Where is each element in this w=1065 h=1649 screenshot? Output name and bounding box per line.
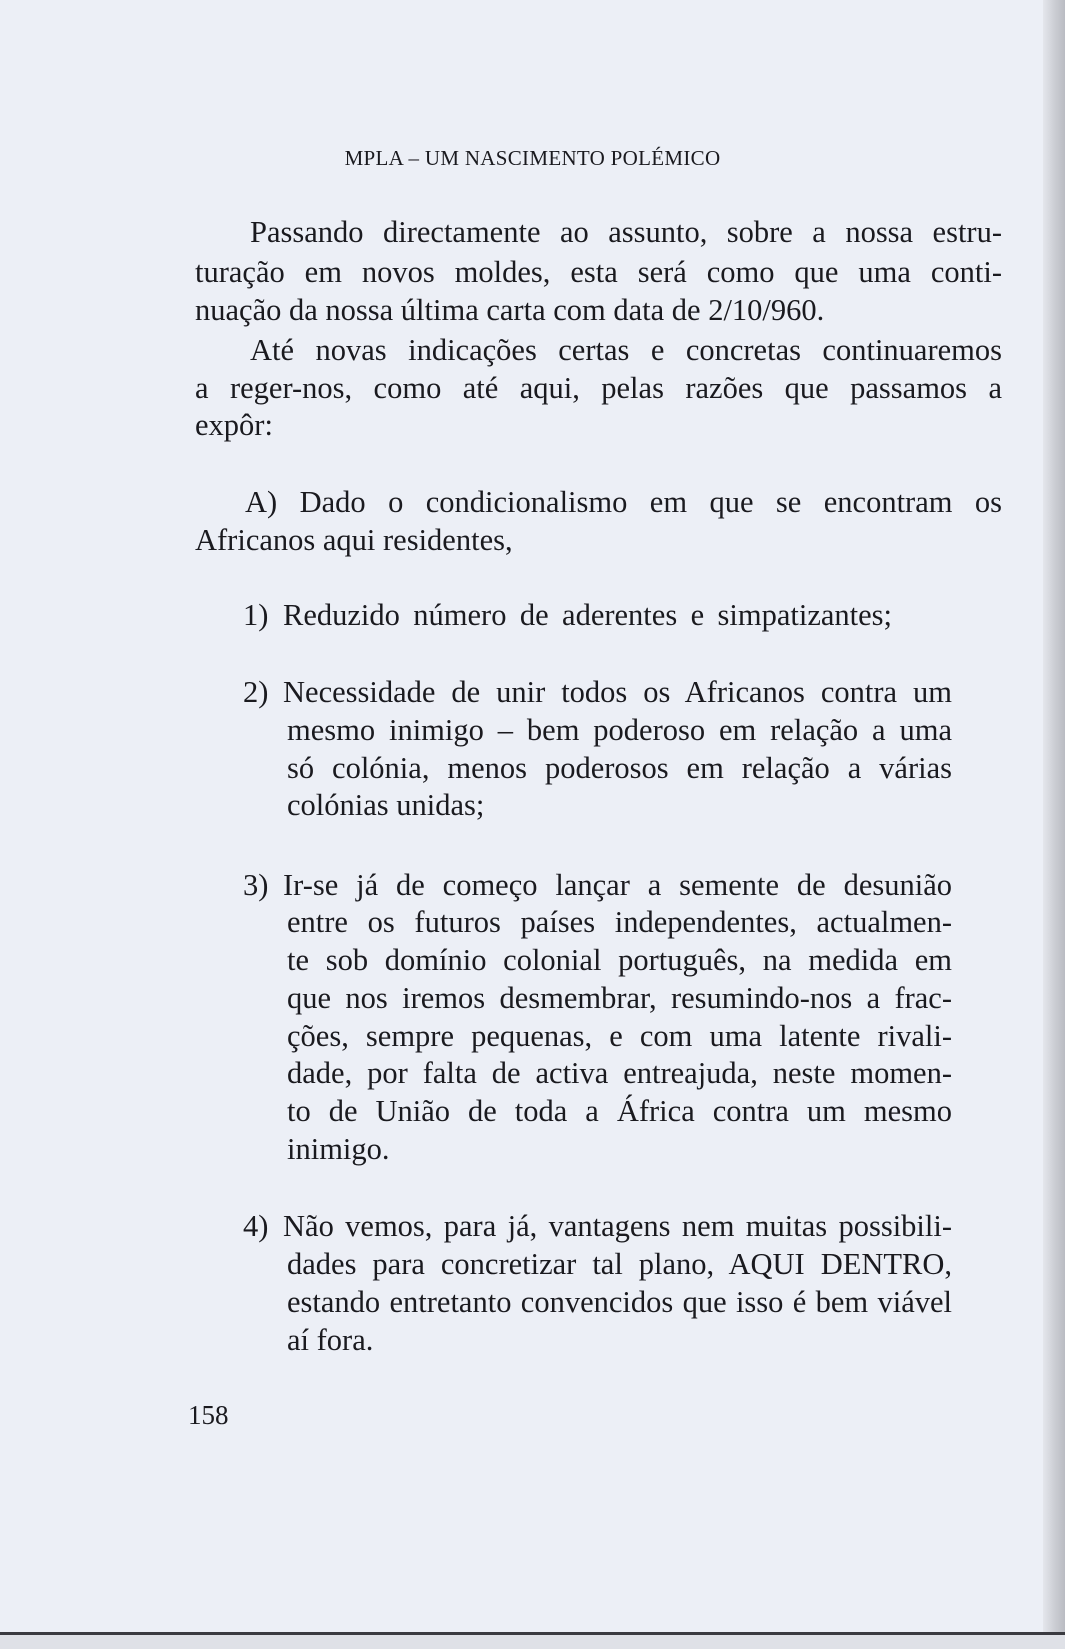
text-line: Necessidade de unir todos os Africanos contra um (283, 675, 952, 709)
text-line: a reger-nos, como até aqui, pelas razões que passamos a (195, 371, 1002, 405)
text-line: turação em novos moldes, esta será como que uma conti- (195, 255, 1002, 289)
item-number: 2) (243, 675, 269, 709)
text-line: Reduzido número de aderentes e simpatizantes; (283, 598, 892, 632)
item-number: 1) (243, 598, 269, 632)
text-line: nuação da nossa última carta com data de 2/10/960. (195, 293, 825, 327)
item-number: 4) (243, 1209, 269, 1243)
text-line: to de União de toda a África contra um mesmo (287, 1094, 952, 1128)
text-line: entre os futuros países independentes, actualmen- (287, 905, 952, 939)
text-line: mesmo inimigo – bem poderoso em relação a uma (287, 713, 952, 747)
text-line: te sob domínio colonial português, na medida em (287, 943, 952, 977)
text-line: Não vemos, para já, vantagens nem muitas possibili- (283, 1209, 952, 1243)
text-line: estando entretanto convencidos que isso é bem viável (287, 1285, 952, 1319)
text-line: colónias unidas; (287, 788, 485, 822)
running-header: MPLA – UM NASCIMENTO POLÉMICO (344, 146, 721, 170)
text-line: aí fora. (287, 1323, 374, 1357)
page-number: 158 (188, 1400, 229, 1430)
text-line: ções, sempre pequenas, e com uma latente rivali- (287, 1019, 952, 1053)
text-line: Passando directamente ao assunto, sobre a nossa estru- (250, 215, 1002, 249)
text-line: inimigo. (287, 1132, 390, 1166)
text-line: dades para concretizar tal plano, AQUI DENTRO, (287, 1247, 952, 1281)
text-line: A) Dado o condicionalismo em que se encontram os (245, 485, 1002, 519)
text-line: Até novas indicações certas e concretas continuaremos (250, 333, 1002, 367)
page-edge-shadow (1043, 0, 1065, 1649)
text-line: Africanos aqui residentes, (195, 523, 513, 557)
text-line: só colónia, menos poderosos em relação a várias (287, 751, 952, 785)
text-line: expôr: (195, 408, 273, 442)
text-line: dade, por falta de activa entreajuda, neste momen- (287, 1056, 952, 1090)
item-number: 3) (243, 868, 269, 902)
text-line: Ir-se já de começo lançar a semente de desunião (283, 868, 952, 902)
page-bottom-shade (0, 1635, 1065, 1649)
text-line: que nos iremos desmembrar, resumindo-nos a frac- (287, 981, 952, 1015)
